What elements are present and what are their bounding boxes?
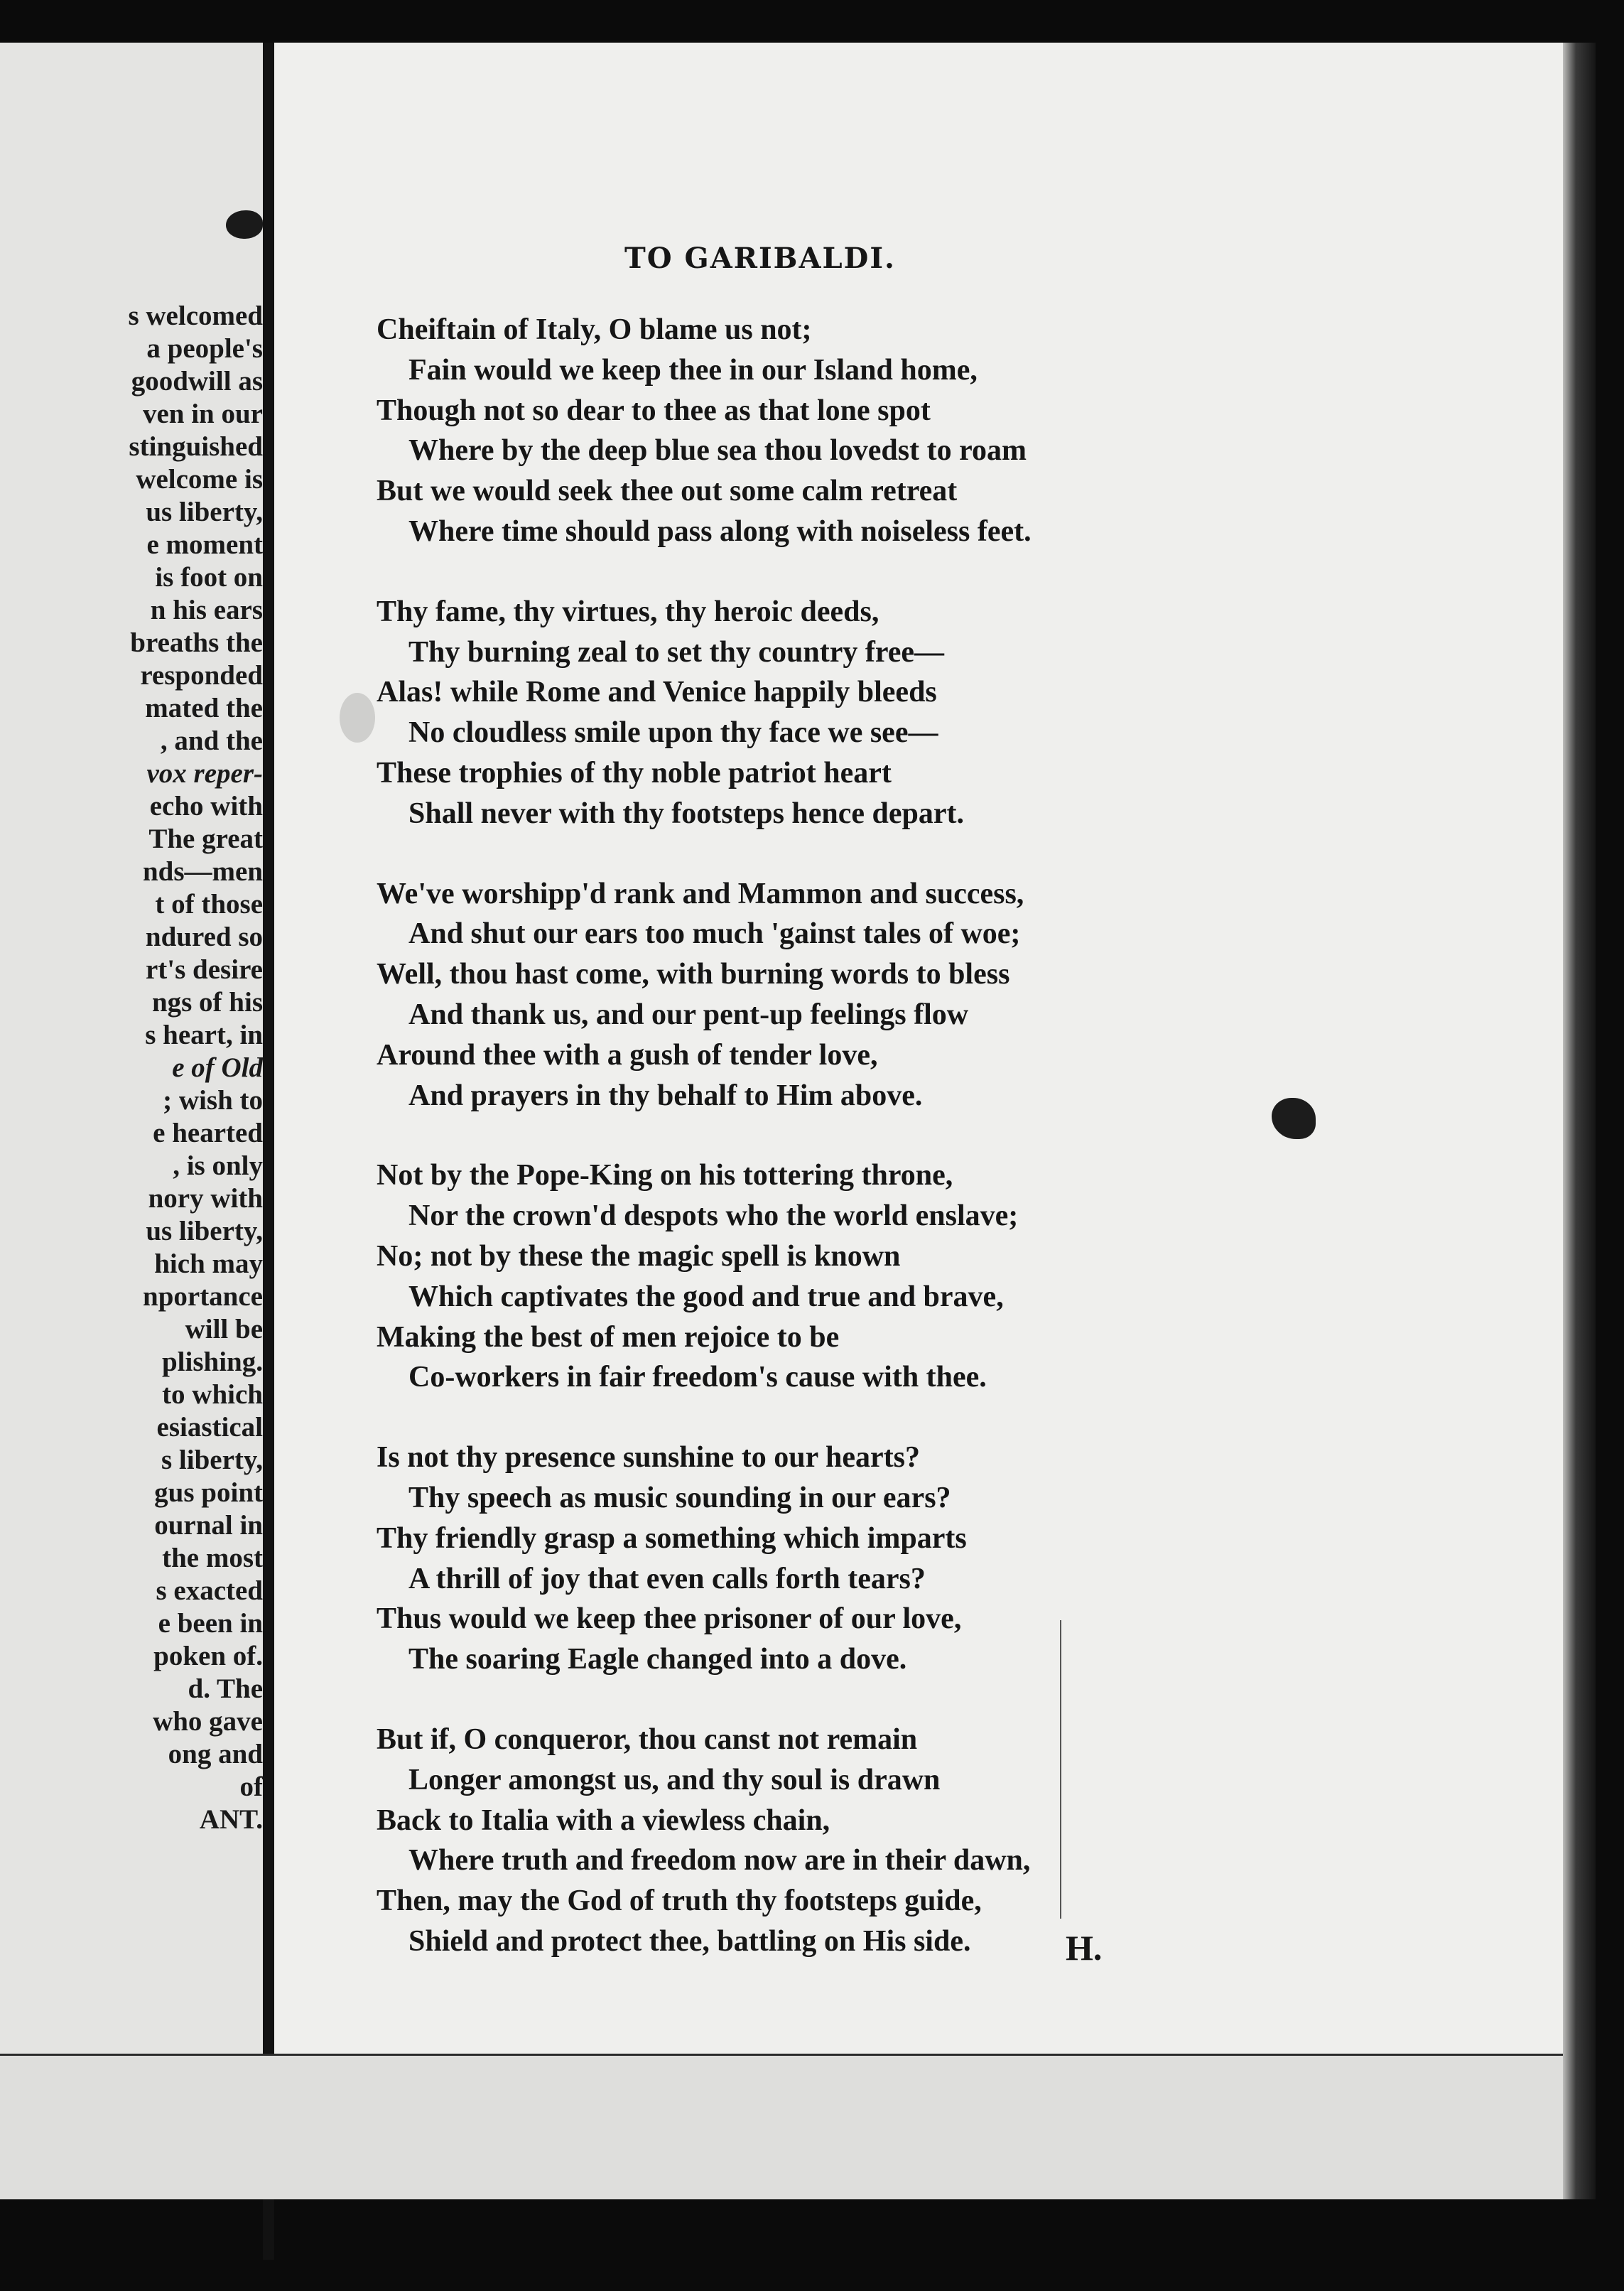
poem-title: TO GARIBALDI. bbox=[624, 242, 896, 275]
poem-line: Thus would we keep thee prisoner of our love, bbox=[377, 1602, 962, 1636]
left-column-line: d. The bbox=[188, 1673, 263, 1704]
poem-line: Thy speech as music sounding in our ears? bbox=[408, 1481, 951, 1514]
poem-line: Though not so dear to thee as that lone spot bbox=[377, 394, 931, 427]
poem-line: Cheiftain of Italy, O blame us not; bbox=[377, 313, 812, 346]
poem-line: Thy fame, thy virtues, thy heroic deeds, bbox=[377, 595, 879, 628]
poem-line: Alas! while Rome and Venice happily bleeds bbox=[377, 676, 937, 709]
poem-line: A thrill of joy that even calls forth tears? bbox=[408, 1562, 926, 1595]
poem-line: Which captivates the good and true and brave, bbox=[408, 1280, 1004, 1313]
poem-line: Is not thy presence sunshine to our hearts? bbox=[377, 1441, 921, 1475]
poem-line: The soaring Eagle changed into a dove. bbox=[408, 1643, 907, 1676]
left-column-line: a people's bbox=[146, 333, 263, 364]
poem-stanza bbox=[377, 1155, 1485, 1398]
left-column-line: , is only bbox=[173, 1150, 263, 1181]
left-column-line: e hearted bbox=[153, 1118, 263, 1148]
left-column-line: ANT. bbox=[199, 1804, 263, 1835]
ink-blot-gutter bbox=[226, 210, 263, 239]
poem-line: And shut our ears too much 'gainst tales of woe; bbox=[408, 917, 1021, 951]
poem-stanza bbox=[377, 874, 1485, 1116]
poem-line: Back to Italia with a viewless chain, bbox=[377, 1804, 830, 1837]
left-column-line: the most bbox=[162, 1543, 263, 1573]
left-column-line: who gave bbox=[153, 1706, 263, 1737]
poem-line: No cloudless smile upon thy face we see— bbox=[408, 716, 938, 750]
left-column-line: e of Old bbox=[172, 1052, 263, 1083]
left-column-line: responded bbox=[140, 660, 263, 691]
poem-signature: H. bbox=[1066, 1928, 1103, 1968]
left-column-line: ong and bbox=[168, 1739, 263, 1769]
left-column-wrap bbox=[0, 300, 263, 2005]
left-column-line: ; wish to bbox=[163, 1085, 263, 1116]
poem-body bbox=[377, 310, 1485, 2002]
poem-stanza bbox=[377, 592, 1485, 834]
poem-stanza bbox=[377, 1438, 1485, 1680]
left-column-line: esiastical bbox=[156, 1412, 263, 1443]
left-column-text bbox=[0, 300, 263, 1836]
page-edge-shadow bbox=[1563, 43, 1596, 2199]
poem-line: We've worshipp'd rank and Mammon and success, bbox=[377, 877, 1024, 910]
left-column-line: is foot on bbox=[155, 562, 263, 593]
poem-line: And thank us, and our pent-up feelings flow bbox=[408, 998, 969, 1031]
left-column-line: gus point bbox=[154, 1477, 263, 1508]
left-column-line: s welcomed bbox=[128, 301, 263, 331]
left-column-line: hich may bbox=[154, 1249, 263, 1279]
left-column-line: s heart, in bbox=[145, 1020, 263, 1050]
left-column-line: us liberty, bbox=[146, 1216, 263, 1246]
left-column-line: goodwill as bbox=[131, 366, 263, 397]
poem-line: Longer amongst us, and thy soul is drawn bbox=[408, 1763, 941, 1796]
poem-line: Where time should pass along with noiseless feet. bbox=[408, 514, 1032, 548]
smudge bbox=[340, 693, 375, 743]
left-column-line: The great bbox=[148, 824, 263, 854]
left-column-line: nportance bbox=[143, 1281, 263, 1312]
left-column-line: mated the bbox=[145, 693, 263, 723]
poem-line: Making the best of men rejoice to be bbox=[377, 1320, 840, 1354]
left-page-fragment bbox=[0, 43, 263, 2199]
poem-line: Shield and protect thee, battling on His side. bbox=[408, 1924, 971, 1958]
poem-line: Well, thou hast come, with burning words to bless bbox=[377, 958, 1010, 991]
poem-line: These trophies of thy noble patriot heart bbox=[377, 756, 892, 789]
left-column-line: will be bbox=[185, 1314, 263, 1344]
left-column-line: welcome is bbox=[136, 464, 263, 495]
poem-line: Co-workers in fair freedom's cause with thee. bbox=[408, 1361, 987, 1394]
left-column-line: us liberty, bbox=[146, 497, 263, 527]
left-column-line: vox reper- bbox=[146, 758, 263, 789]
poem-line: Not by the Pope-King on his tottering throne, bbox=[377, 1159, 953, 1192]
poem-line: Shall never with thy footsteps hence depart. bbox=[408, 797, 965, 830]
left-column-line: ven in our bbox=[142, 399, 263, 429]
left-column-line: echo with bbox=[149, 791, 263, 821]
left-column-line: ournal in bbox=[154, 1510, 263, 1541]
left-column-line: plishing. bbox=[161, 1347, 263, 1377]
left-column-line: s exacted bbox=[156, 1575, 263, 1606]
left-column-line: of bbox=[239, 1772, 263, 1802]
left-column-line: ndured so bbox=[145, 922, 263, 952]
left-column-line: s liberty, bbox=[161, 1445, 263, 1475]
poem-line: Thy burning zeal to set thy country free— bbox=[408, 635, 945, 669]
left-column-line: n his ears bbox=[150, 595, 263, 625]
poem-line: Where by the deep blue sea thou lovedst to roam bbox=[408, 434, 1027, 468]
poem-line: Then, may the God of truth thy footsteps guide, bbox=[377, 1885, 982, 1918]
bottom-margin bbox=[0, 2056, 1563, 2199]
left-column-line: rt's desire bbox=[146, 954, 263, 985]
poem-line: Thy friendly grasp a something which imparts bbox=[377, 1521, 967, 1555]
poem-stanza bbox=[377, 1720, 1485, 1962]
left-column-line: nory with bbox=[148, 1183, 263, 1214]
left-column-line: stinguished bbox=[129, 431, 263, 462]
left-column-line: e been in bbox=[158, 1608, 263, 1639]
poem-line: Where truth and freedom now are in their dawn, bbox=[408, 1844, 1031, 1877]
poem-line: Nor the crown'd despots who the world enslave; bbox=[408, 1200, 1019, 1233]
left-column-line: , and the bbox=[160, 726, 263, 756]
poem-stanza bbox=[377, 310, 1485, 552]
poem-line: But we would seek thee out some calm retreat bbox=[377, 475, 958, 508]
poem-line: No; not by these the magic spell is known bbox=[377, 1239, 901, 1273]
left-column-line: ngs of his bbox=[151, 987, 263, 1018]
left-column-line: e moment bbox=[146, 529, 263, 560]
left-column-line: to which bbox=[162, 1379, 263, 1410]
left-column-line: nds—men bbox=[142, 856, 263, 887]
poem-line: Fain would we keep thee in our Island home, bbox=[408, 353, 978, 387]
left-column-line: poken of. bbox=[153, 1641, 263, 1671]
poem-line: And prayers in thy behalf to Him above. bbox=[408, 1079, 923, 1112]
left-column-line: breaths the bbox=[130, 627, 263, 658]
poem-line: Around thee with a gush of tender love, bbox=[377, 1038, 878, 1072]
left-column-line: t of those bbox=[155, 889, 263, 920]
page-gutter bbox=[263, 43, 274, 2260]
poem-line: But if, O conqueror, thou canst not remain bbox=[377, 1723, 918, 1756]
